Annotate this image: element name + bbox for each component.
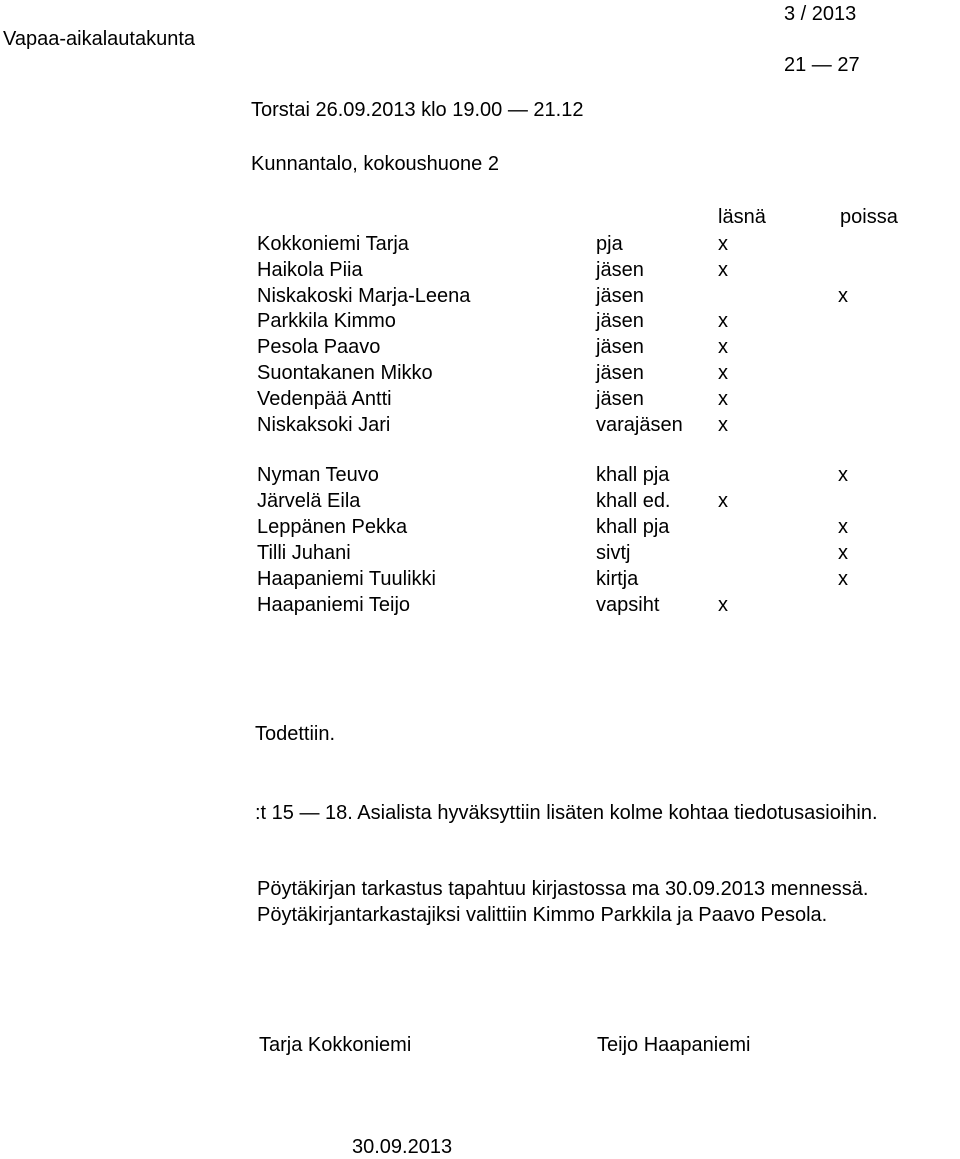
present-mark: x [718,258,728,281]
attendee-role: jäsen [596,336,644,359]
col-header-absent: poissa [840,206,898,228]
attendee-name: Kokkoniemi Tarja [257,233,409,255]
attendee-role: jäsen [596,258,644,281]
attendee-row [0,463,960,489]
attendee-role: jäsen [596,362,644,384]
attendee-row [0,567,960,593]
signature-date: 30.09.2013 [352,1136,453,1158]
agenda-text: :t 15 — 18. Asialista hyväksyttiin lisäten kolme kohtaa tiedotusasioihin. [255,802,878,824]
absent-mark: x [838,516,848,538]
review-text-1: Pöytäkirjan tarkastus tapahtuu kirjastossa ma 30.09.2013 mennessä. [257,878,869,900]
attendee-name: Niskakoski Marja-Leena [257,284,471,307]
noted-text: Todettiin. [255,723,336,745]
attendee-name: Nyman Teuvo [257,464,379,486]
attendee-role: khall pja [596,464,670,486]
attendee-row [0,593,960,619]
present-mark: x [718,336,728,359]
attendee-role: kirtja [596,568,639,590]
attendee-role: jäsen [596,387,644,410]
attendee-name: Pesola Paavo [257,336,381,359]
attendee-row [0,335,960,361]
attendee-name: Haapaniemi Tuulikki [257,568,436,590]
absent-mark: x [838,542,848,564]
absent-mark: x [838,464,848,486]
signer-1: Tarja Kokkoniemi [259,1034,412,1056]
issue-number: 3 / 2013 [784,3,857,25]
present-mark: x [718,413,728,436]
present-mark: x [718,594,728,616]
committee-name: Vapaa-aikalautakunta [3,28,195,50]
meeting-place: Kunnantalo, kokoushuone 2 [251,153,499,175]
section-range: 21 — 27 [784,54,860,76]
attendee-role: pja [596,233,623,255]
attendee-row [0,515,960,541]
present-mark: x [718,233,728,255]
review-text-2: Pöytäkirjantarkastajiksi valittiin Kimmo Parkkila ja Paavo Pesola. [257,904,828,926]
present-mark: x [718,310,728,333]
attendee-row [0,361,960,387]
absent-mark: x [838,284,848,307]
absent-mark: x [838,568,848,590]
attendee-role: varajäsen [596,413,683,436]
attendee-name: Järvelä Eila [257,490,361,512]
attendee-role: khall ed. [596,490,671,512]
attendee-role: sivtj [596,542,631,564]
attendee-row [0,232,960,258]
attendee-name: Haikola Piia [257,258,363,281]
attendee-role: jäsen [596,310,644,333]
attendee-name: Parkkila Kimmo [257,310,396,333]
attendee-row [0,387,960,413]
attendee-row [0,258,960,284]
present-mark: x [718,362,728,384]
attendee-row [0,413,960,439]
attendee-row [0,541,960,567]
attendee-role: jäsen [596,284,644,307]
attendee-row [0,489,960,515]
present-mark: x [718,387,728,410]
attendee-name: Haapaniemi Teijo [257,594,411,616]
attendee-role: vapsiht [596,594,660,616]
attendee-row [0,284,960,310]
attendee-name: Niskaksoki Jari [257,413,391,436]
attendee-name: Leppänen Pekka [257,516,408,538]
attendee-name: Tilli Juhani [257,542,351,564]
attendee-role: khall pja [596,516,670,538]
col-header-present: läsnä [718,206,766,228]
meeting-time: Torstai 26.09.2013 klo 19.00 — 21.12 [251,99,584,121]
attendee-name: Suontakanen Mikko [257,362,433,384]
attendee-row [0,309,960,335]
signer-2: Teijo Haapaniemi [597,1034,751,1056]
present-mark: x [718,490,728,512]
attendee-name: Vedenpää Antti [257,387,392,410]
